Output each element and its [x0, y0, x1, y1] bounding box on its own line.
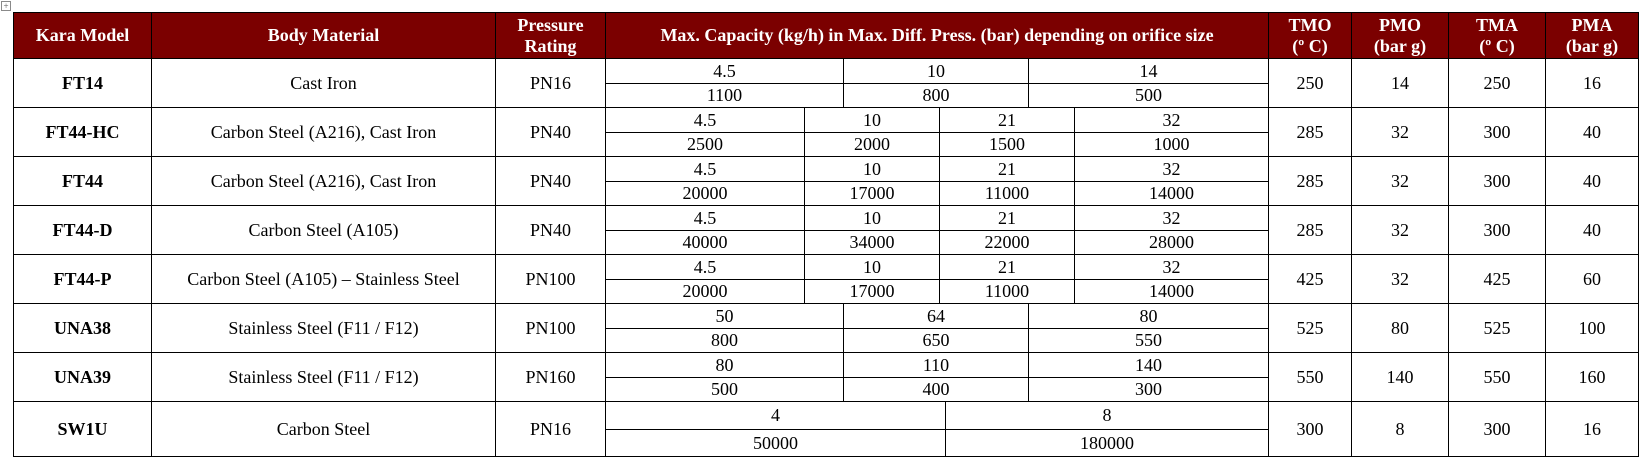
pressure-value: 21 — [939, 206, 1074, 230]
table-row — [14, 157, 1639, 206]
material-cell: Carbon Steel (A105) – Stainless Steel — [152, 255, 496, 304]
pressure-value: 8 — [945, 402, 1268, 429]
header-body-material: Body Material — [152, 13, 496, 59]
pma-cell: 100 — [1546, 304, 1639, 353]
model-cell: UNA38 — [14, 304, 152, 353]
capacity-cell — [606, 206, 1269, 255]
header-pma-line1: PMA — [1571, 14, 1613, 35]
pressure-line — [606, 402, 1268, 429]
pma-cell: 40 — [1546, 206, 1639, 255]
model-cell: FT44-D — [14, 206, 152, 255]
capacity-value: 2000 — [804, 133, 939, 157]
table-row — [14, 402, 1639, 457]
pressure-value: 32 — [1074, 255, 1268, 279]
rating-cell: PN40 — [496, 206, 606, 255]
pressure-value: 21 — [939, 157, 1074, 181]
pma-cell: 40 — [1546, 157, 1639, 206]
pmo-cell: 32 — [1352, 108, 1449, 157]
capacity-cell — [606, 108, 1269, 157]
capacity-value: 14000 — [1074, 280, 1268, 304]
tma-cell: 300 — [1449, 108, 1546, 157]
material-cell: Carbon Steel (A216), Cast Iron — [152, 157, 496, 206]
capacity-value: 180000 — [945, 430, 1268, 457]
pressure-value: 4.5 — [693, 207, 717, 228]
table-row — [14, 108, 1639, 157]
pressure-value: 50 — [715, 305, 734, 326]
model-cell: SW1U — [14, 402, 152, 457]
rating-cell: PN100 — [496, 304, 606, 353]
capacity-value: 400 — [843, 378, 1028, 402]
capacity-value: 500 — [711, 379, 738, 400]
header-pmo-line1: PMO — [1379, 14, 1421, 35]
tmo-cell: 425 — [1269, 255, 1352, 304]
pma-cell: 16 — [1546, 402, 1639, 457]
capacity-value: 20000 — [682, 281, 728, 302]
rating-cell: PN16 — [496, 402, 606, 457]
capacity-value: 34000 — [804, 231, 939, 255]
capacity-value: 2500 — [687, 134, 723, 155]
capacity-value: 40000 — [682, 232, 728, 253]
material-cell: Carbon Steel (A216), Cast Iron — [152, 108, 496, 157]
capacity-value: 650 — [843, 329, 1028, 353]
header-pma — [1546, 13, 1639, 59]
capacity-line — [606, 328, 1268, 353]
capacity-line — [606, 230, 1268, 255]
material-cell: Stainless Steel (F11 / F12) — [152, 304, 496, 353]
pressure-value: 4 — [771, 405, 780, 426]
pressure-value: 10 — [804, 108, 939, 132]
model-cell: UNA39 — [14, 353, 152, 402]
capacity-value: 14000 — [1074, 182, 1268, 206]
header-pressure-rating-line2: Rating — [524, 35, 577, 56]
pmo-cell: 80 — [1352, 304, 1449, 353]
pmo-cell: 140 — [1352, 353, 1449, 402]
capacity-cell — [606, 402, 1269, 457]
tma-cell: 525 — [1449, 304, 1546, 353]
rating-cell: PN40 — [496, 157, 606, 206]
capacity-value: 17000 — [804, 280, 939, 304]
pressure-value: 4.5 — [713, 60, 736, 81]
capacity-cell — [606, 353, 1269, 402]
pressure-line — [606, 255, 1268, 279]
rating-cell: PN160 — [496, 353, 606, 402]
pressure-line — [606, 108, 1268, 132]
model-cell: FT44-P — [14, 255, 152, 304]
pressure-line — [606, 157, 1268, 181]
pressure-line — [606, 206, 1268, 230]
pressure-value: 10 — [804, 255, 939, 279]
tmo-cell: 550 — [1269, 353, 1352, 402]
tmo-cell: 250 — [1269, 59, 1352, 108]
pressure-value: 32 — [1074, 157, 1268, 181]
pressure-value: 4.5 — [693, 109, 717, 130]
rating-cell: PN40 — [496, 108, 606, 157]
pressure-value: 80 — [715, 354, 734, 375]
tmo-cell: 300 — [1269, 402, 1352, 457]
header-pma-line2: (bar g) — [1565, 35, 1619, 56]
capacity-value: 22000 — [939, 231, 1074, 255]
model-cell: FT44 — [14, 157, 152, 206]
header-max-capacity: Max. Capacity (kg/h) in Max. Diff. Press. (bar) depending on orifice size — [606, 13, 1269, 59]
table-row — [14, 206, 1639, 255]
pressure-value: 32 — [1074, 108, 1268, 132]
header-pmo — [1352, 13, 1449, 59]
table-row — [14, 353, 1639, 402]
capacity-line — [606, 279, 1268, 304]
pmo-cell: 32 — [1352, 255, 1449, 304]
capacity-value: 1000 — [1074, 133, 1268, 157]
capacity-value: 800 — [711, 330, 738, 351]
header-tmo-line2: (º C) — [1292, 35, 1328, 56]
tmo-cell: 285 — [1269, 206, 1352, 255]
tmo-cell: 285 — [1269, 108, 1352, 157]
capacity-value: 11000 — [939, 280, 1074, 304]
pressure-value: 110 — [843, 353, 1028, 377]
pressure-line — [606, 353, 1268, 377]
pressure-line — [606, 304, 1268, 328]
capacity-value: 550 — [1028, 329, 1268, 353]
capacity-value: 500 — [1028, 84, 1268, 108]
header-tma — [1449, 13, 1546, 59]
material-cell: Carbon Steel (A105) — [152, 206, 496, 255]
pma-cell: 40 — [1546, 108, 1639, 157]
capacity-cell — [606, 255, 1269, 304]
capacity-line — [606, 181, 1268, 206]
capacity-line — [606, 429, 1268, 457]
material-cell: Stainless Steel (F11 / F12) — [152, 353, 496, 402]
capacity-value: 50000 — [753, 432, 798, 453]
pmo-cell: 32 — [1352, 157, 1449, 206]
rating-cell: PN16 — [496, 59, 606, 108]
tma-cell: 250 — [1449, 59, 1546, 108]
pressure-value: 4.5 — [693, 256, 717, 277]
header-tmo-line1: TMO — [1288, 14, 1332, 35]
header-model: Kara Model — [14, 13, 152, 59]
model-cell: FT44-HC — [14, 108, 152, 157]
capacity-value: 1500 — [939, 133, 1074, 157]
table-row — [14, 304, 1639, 353]
pressure-value: 10 — [843, 59, 1028, 83]
pressure-value: 140 — [1028, 353, 1268, 377]
capacity-value: 11000 — [939, 182, 1074, 206]
capacity-value: 800 — [843, 84, 1028, 108]
tmo-cell: 285 — [1269, 157, 1352, 206]
pressure-value: 10 — [804, 206, 939, 230]
table-row — [14, 255, 1639, 304]
pressure-value: 80 — [1028, 304, 1268, 328]
capacity-line — [606, 83, 1268, 108]
table-move-handle-icon[interactable]: + — [1, 1, 11, 11]
capacity-value: 300 — [1028, 378, 1268, 402]
steam-trap-spec-table — [13, 12, 1639, 457]
table-header-row — [14, 13, 1639, 59]
header-tma-line2: (º C) — [1479, 35, 1515, 56]
pma-cell: 60 — [1546, 255, 1639, 304]
header-tmo — [1269, 13, 1352, 59]
capacity-cell — [606, 304, 1269, 353]
capacity-cell — [606, 157, 1269, 206]
rating-cell: PN100 — [496, 255, 606, 304]
capacity-value: 17000 — [804, 182, 939, 206]
pmo-cell: 14 — [1352, 59, 1449, 108]
pmo-cell: 32 — [1352, 206, 1449, 255]
pressure-value: 32 — [1074, 206, 1268, 230]
capacity-value: 1100 — [706, 85, 743, 106]
model-cell: FT14 — [14, 59, 152, 108]
capacity-cell — [606, 59, 1269, 108]
pressure-value: 21 — [939, 108, 1074, 132]
pma-cell: 16 — [1546, 59, 1639, 108]
capacity-value: 20000 — [682, 183, 728, 204]
tma-cell: 550 — [1449, 353, 1546, 402]
pressure-value: 4.5 — [693, 158, 717, 179]
pressure-value: 21 — [939, 255, 1074, 279]
pressure-value: 64 — [843, 304, 1028, 328]
tma-cell: 425 — [1449, 255, 1546, 304]
pmo-cell: 8 — [1352, 402, 1449, 457]
material-cell: Carbon Steel — [152, 402, 496, 457]
pressure-value: 14 — [1028, 59, 1268, 83]
tma-cell: 300 — [1449, 206, 1546, 255]
capacity-line — [606, 377, 1268, 402]
tma-cell: 300 — [1449, 157, 1546, 206]
tmo-cell: 525 — [1269, 304, 1352, 353]
material-cell: Cast Iron — [152, 59, 496, 108]
capacity-line — [606, 132, 1268, 157]
capacity-value: 28000 — [1074, 231, 1268, 255]
header-pressure-rating — [496, 13, 606, 59]
header-tma-line1: TMA — [1476, 14, 1518, 35]
pressure-line — [606, 59, 1268, 83]
table-row — [14, 59, 1639, 108]
header-pmo-line2: (bar g) — [1373, 35, 1427, 56]
tma-cell: 300 — [1449, 402, 1546, 457]
pressure-value: 10 — [804, 157, 939, 181]
pma-cell: 160 — [1546, 353, 1639, 402]
header-pressure-rating-line1: Pressure — [517, 14, 584, 35]
